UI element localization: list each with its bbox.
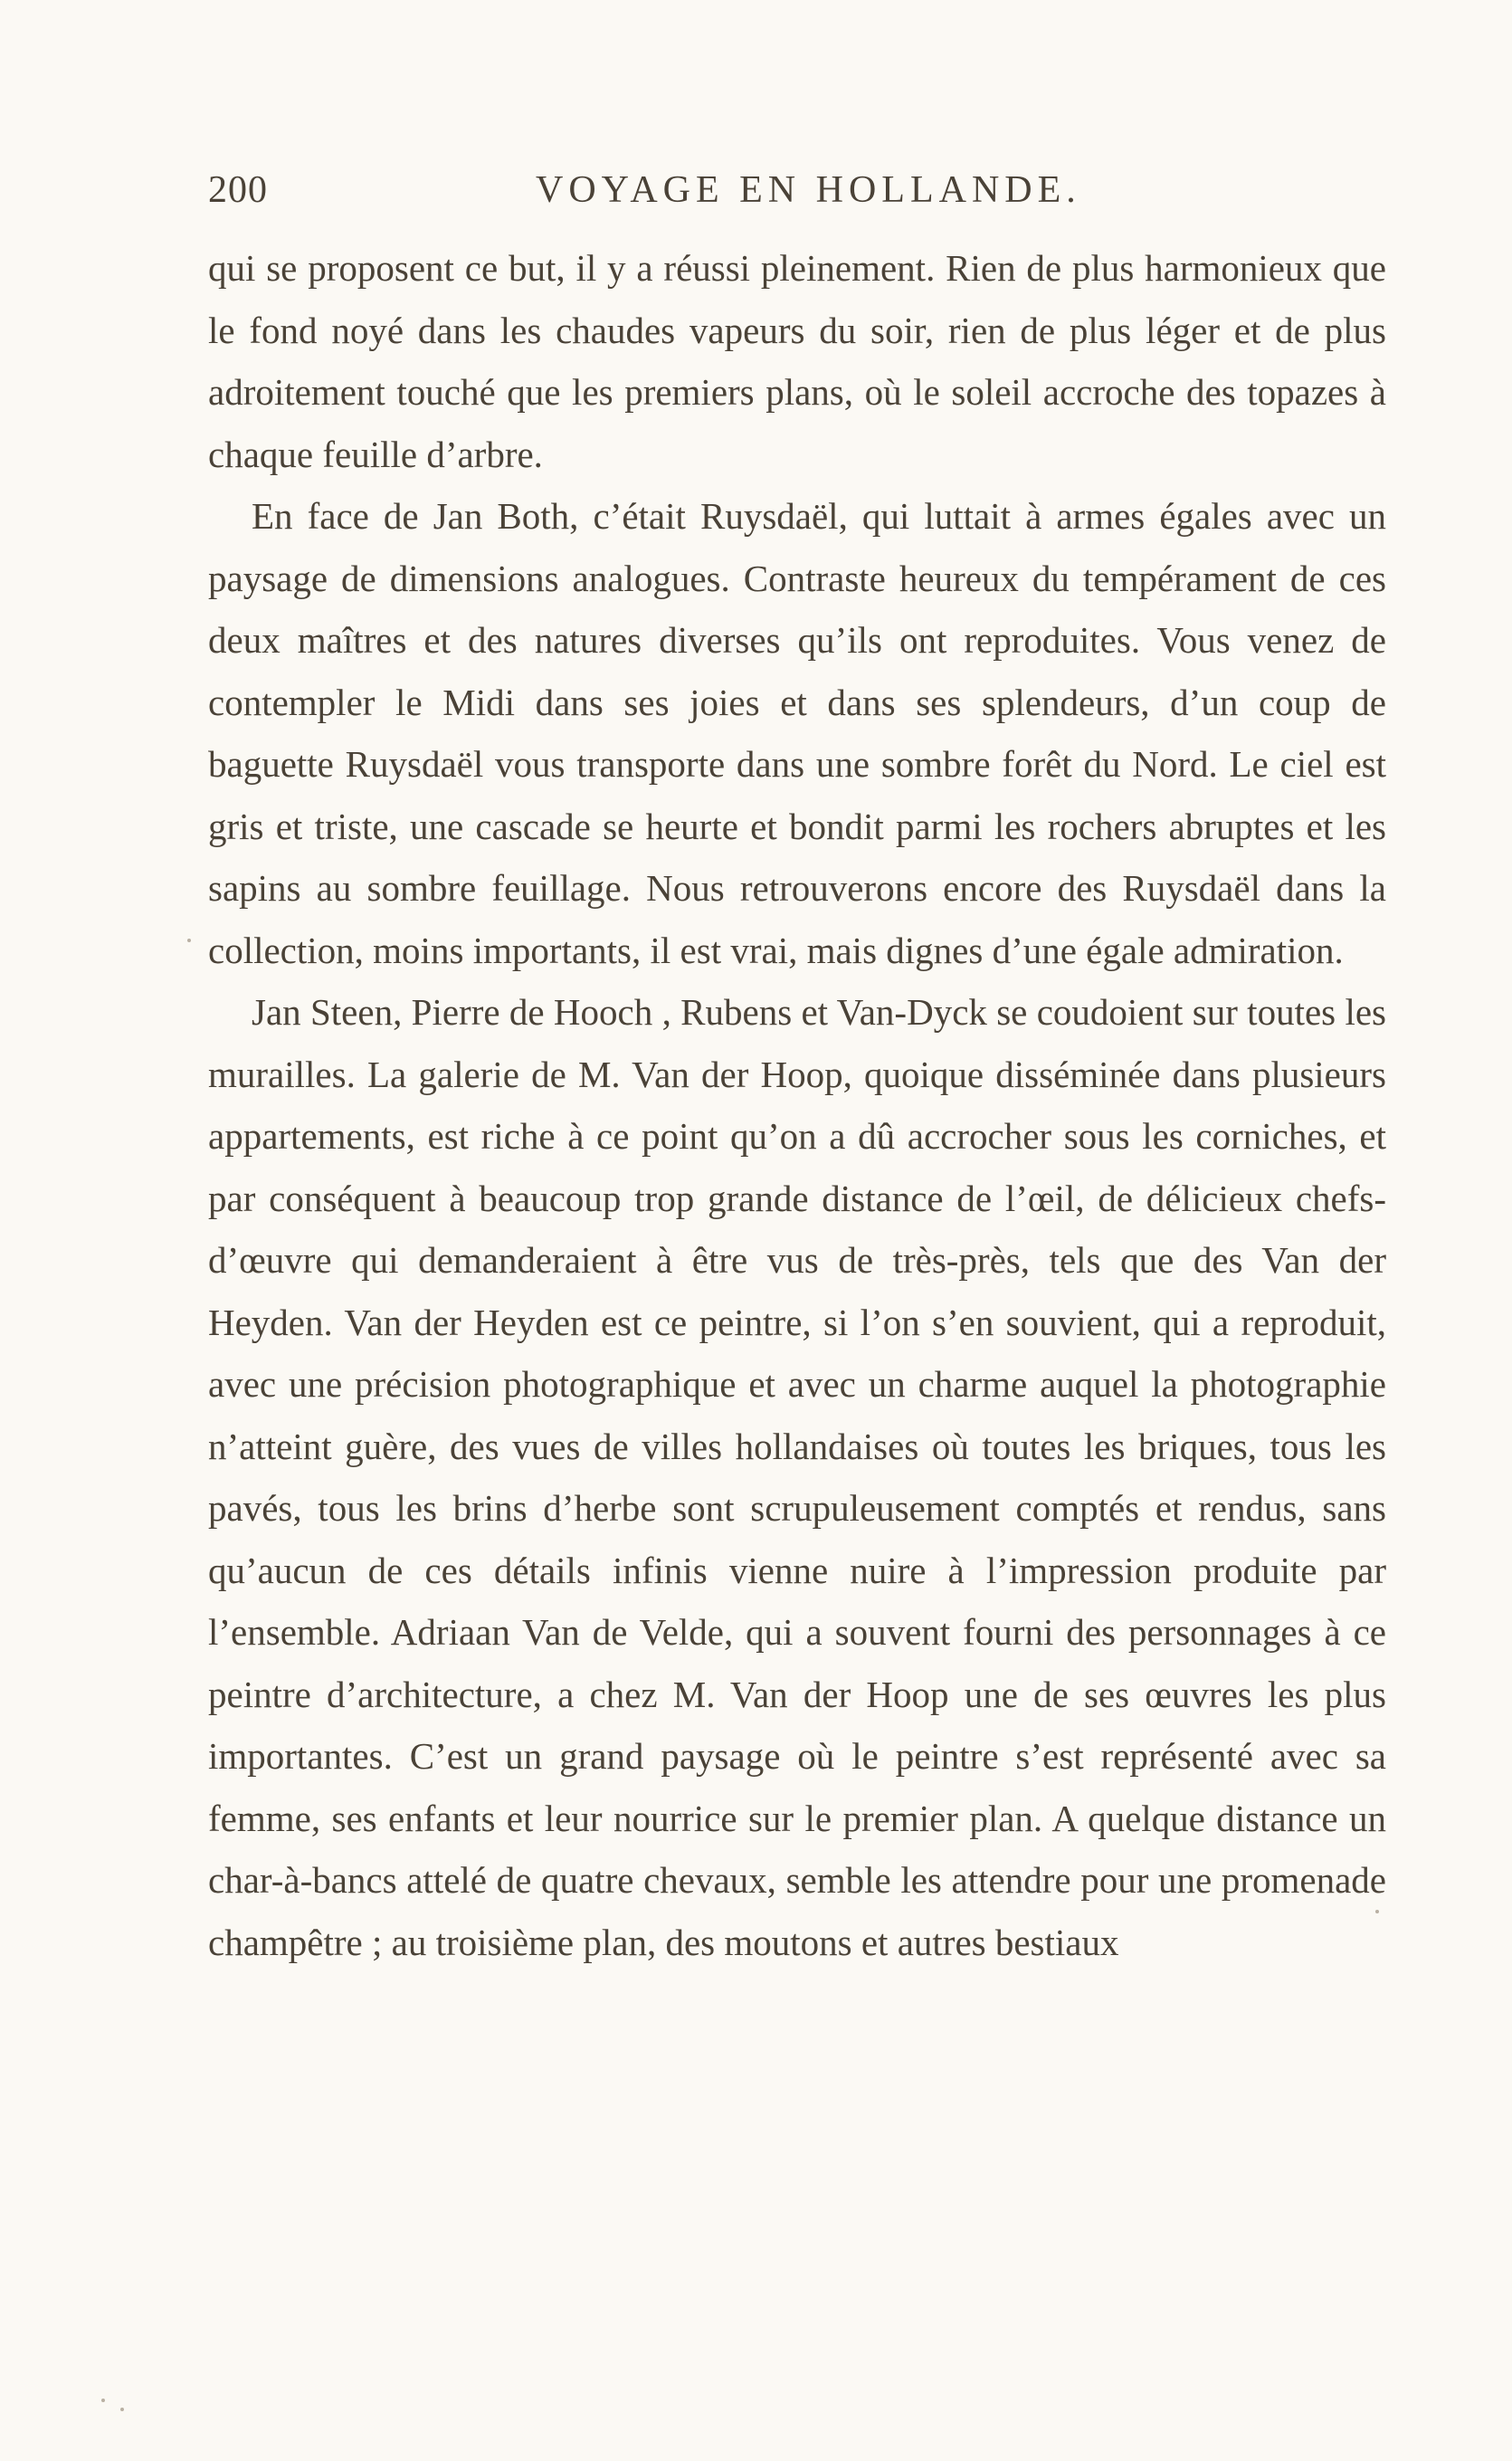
body-text — [208, 237, 1386, 1973]
page-number: 200 — [208, 169, 268, 211]
paper-speck — [120, 2408, 124, 2411]
paragraph-continuation: qui se proposent ce but, il y a réussi pleinement. Rien de plus harmonieux que le fond noyé dans les chaudes vapeurs du soir, rien de plus léger et de plus adroitement touché que les premiers plans, où le soleil accroche des topazes à chaque feuille d’arbre. — [208, 247, 1386, 475]
paper-speck — [187, 939, 191, 942]
page-header-title: VOYAGE EN HOLLANDE. — [536, 169, 1081, 211]
book-page — [208, 168, 1386, 1973]
paper-speck — [101, 2399, 105, 2402]
running-head — [208, 168, 1386, 223]
paper-speck — [1375, 1910, 1379, 1913]
paragraph-ruysdael: En face de Jan Both, c’était Ruysdaël, qui luttait à armes égales avec un paysage de dimensions analogues. Contraste heureux du tempérament de ces deux maîtres et des natures diverses qu’ils ont reproduites. Vous venez de contempler le Midi dans ses joies et dans ses splendeurs, d’un coup de baguette Ruysdaël vous transporte dans une sombre forêt du Nord. Le ciel est gris et triste, une cascade se heurte et bondit parmi les rochers abruptes et les sapins au sombre feuillage. Nous retrouverons encore des Ruysdaël dans la collection, moins importants, il est vrai, mais dignes d’une égale admiration. — [208, 495, 1386, 971]
paragraph-galerie: Jan Steen, Pierre de Hooch , Rubens et Van-Dyck se coudoient sur toutes les murailles. La galerie de M. Van der Hoop, quoique disséminée dans plusieurs appartements, est riche à ce point qu’on a dû accrocher sous les corniches, et par conséquent à beaucoup trop grande distance de l’œil, de délicieux chefs-d’œuvre qui demanderaient à être vus de très-près, tels que des Van der Heyden. Van der Heyden est ce peintre, si l’on s’en souvient, qui a reproduit, avec une précision photographique et avec un charme auquel la photographie n’atteint guère, des vues de villes hollandaises où toutes les briques, tous les pavés, tous les brins d’herbe sont scrupuleusement comptés et rendus, sans qu’aucun de ces détails infinis vienne nuire à l’impression produite par l’ensemble. Adriaan Van de Velde, qui a souvent fourni des personnages à ce peintre d’architecture, a chez M. Van der Hoop une de ses œuvres les plus importantes. C’est un grand paysage où le peintre s’est représenté avec sa femme, ses enfants et leur nourrice sur le premier plan. A quelque distance un char-à-bancs attelé de quatre chevaux, semble les attendre pour une promenade champêtre ; au troisième plan, des moutons et autres bestiaux — [208, 991, 1386, 1963]
